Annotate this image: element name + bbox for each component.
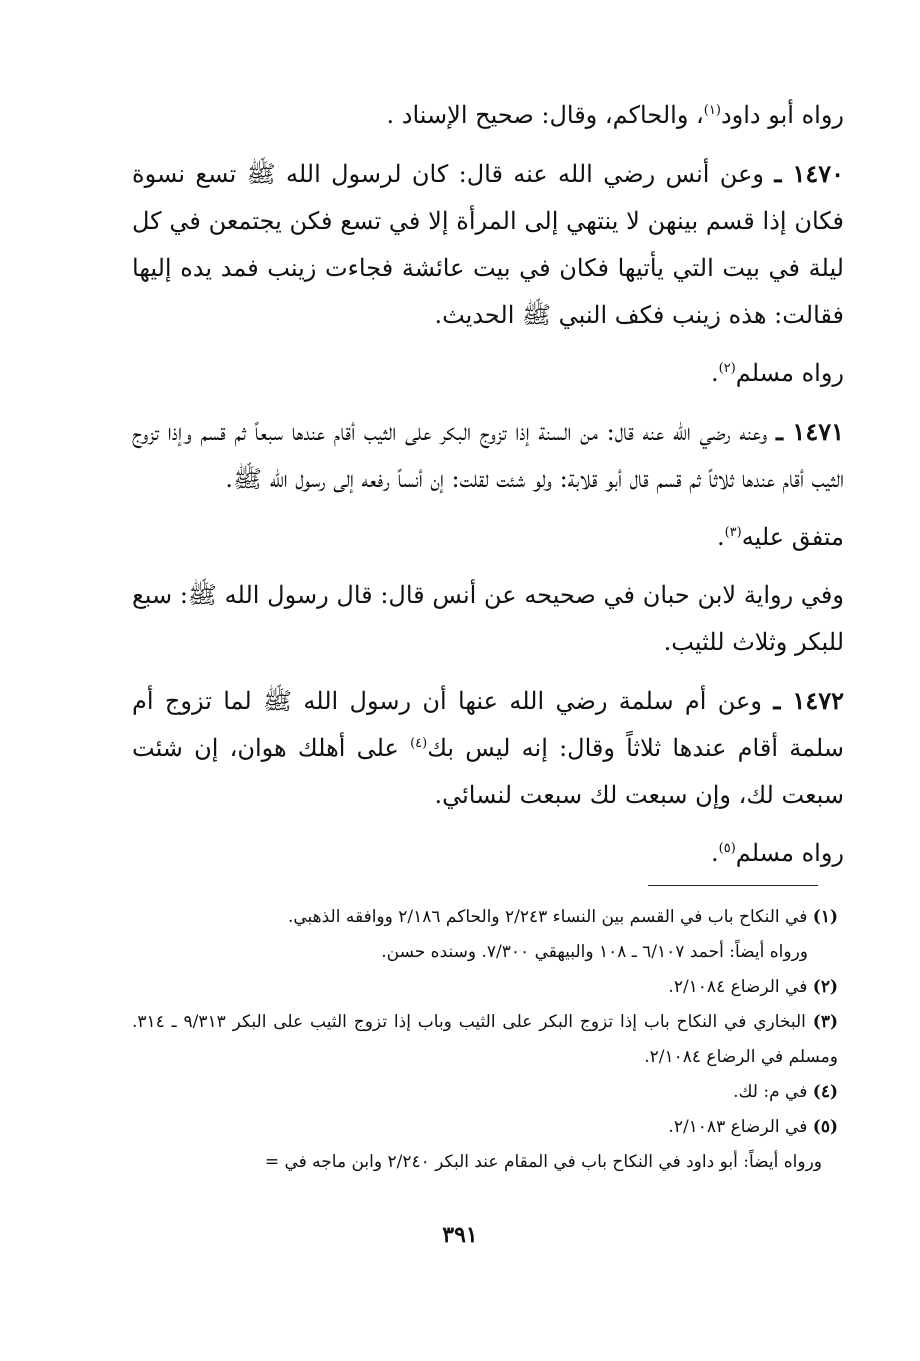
footnote-3: (٣) البخاري في النكاح باب إذا تزوج البكر على الثيب وباب إذا تزوج الثيب على البكر ٩/٣١٣ ـ ٣١٤. ومسلم في الرضاع ٢/١٠٨٤. — [132, 1012, 838, 1067]
footnote-ref-3[interactable]: (٣) — [724, 525, 742, 540]
footnote-separator — [648, 885, 818, 886]
paragraph-abu-dawud-source: رواه أبو داود$^{(١)}$، والحاكم، وقال: صحيح الإسناد . — [386, 101, 844, 129]
footnotes — [132, 900, 838, 1180]
footnote-ref-4[interactable]: (٤) — [410, 736, 428, 751]
hadith-1472: ١٤٧٢ ـ وعن أم سلمة رضي الله عنها أن رسول الله ﷺ لما تزوج أم سلمة أقام عندها ثلاثاً وقال: إنه ليس بك$^{(٤)}$ على أهلك هوان، إن شئت سبعت لك، وإن سبعت لك سبعت لنسائي. — [132, 686, 844, 809]
footnote-tail: ورواه أيضاً: أبو داود في النكاح باب في المقام عند البكر ٢/٢٤٠ وابن ماجه في = — [264, 1152, 822, 1172]
footnote-5: (٥) في الرضاع ٢/١٠٨٣. — [668, 1117, 838, 1137]
footnote-2: (٢) في الرضاع ٢/١٠٨٤. — [668, 977, 838, 997]
hadith-1470 — [132, 150, 844, 339]
footnote-ref-1[interactable]: (١) — [703, 103, 721, 118]
narration-text: وفي رواية لابن حبان في صحيحه عن أنس قال: قال رسول الله ﷺ: سبع للبكر وثلاث للثيب. — [132, 581, 844, 656]
ibn-hibban-narration — [132, 572, 844, 666]
hadith-1471 — [132, 408, 844, 503]
hadith-number: ١٤٧٠ ـ — [774, 159, 844, 188]
footnote-ref-5[interactable]: (٥) — [718, 841, 736, 856]
hadith-number: ١٤٧٢ ـ — [773, 686, 844, 715]
footnote-4: (٤) في م: لك. — [733, 1082, 838, 1102]
main-text — [132, 92, 844, 888]
source-muttafaq: متفق عليه$^{(٣)}$. — [716, 523, 844, 551]
source-muslim-2: رواه مسلم$^{(٢)}$. — [710, 359, 844, 387]
footnote-ref-2[interactable]: (٢) — [718, 361, 736, 376]
footnote-1: (١) في النكاح باب في القسم بين النساء ٢/٢٤٣ والحاكم ٢/١٨٦ ووافقه الذهبي. — [287, 907, 838, 927]
source-muslim-5: رواه مسلم$^{(٥)}$. — [710, 839, 844, 867]
hadith-text: وعنه رضي الله عنه قال: من السنة إذا تزوج البكر على الثيب أقام عندها سبعاً ثم قسم وإذا تزوج الثيب أقام عندها ثلاثاً ثم قسم قال أبو قلابة: ولو شئت لقلت: إن أنساً رفعه إلى رسول الله ﷺ. — [132, 418, 844, 493]
page-number: ٣٩١ — [442, 1222, 478, 1248]
hadith-number: ١٤٧١ ـ — [775, 417, 844, 446]
footnote-1-continuation: ورواه أيضاً: أحمد ٦/١٠٧ ـ ١٠٨ والبيهقي ٧/٣٠٠. وسنده حسن. — [381, 942, 808, 962]
hadith-text: وعن أنس رضي الله عنه قال: كان لرسول الله ﷺ تسع نسوة فكان إذا قسم بينهن لا ينتهي إلى المرأة إلا في تسع فكن يجتمعن في كل ليلة في بيت التي يأتيها فكان في بيت عائشة فجاءت زينب فمد يده إليها فقالت: هذه زينب فكف النبي ﷺ الحديث. — [132, 160, 844, 329]
